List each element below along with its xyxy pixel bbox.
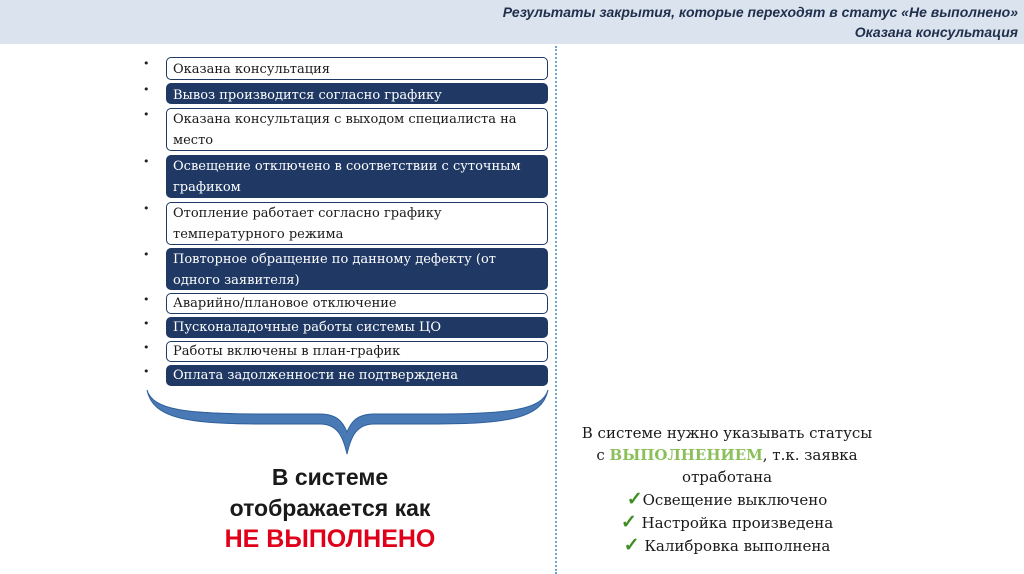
right-note (562, 422, 892, 557)
bullet: • (143, 341, 150, 354)
bullet: • (143, 108, 150, 121)
item-box: Вывоз производится согласно графику (166, 83, 548, 104)
check-label: Калибровка выполнена (644, 537, 831, 555)
bullet: • (143, 365, 150, 378)
dotted-divider (555, 46, 557, 574)
bullet: • (143, 248, 150, 261)
item-box: Оплата задолженности не подтверждена (166, 365, 548, 386)
note-suffix: , т.к. заявка (762, 446, 858, 464)
list-item (143, 83, 548, 104)
check-label: Настройка произведена (641, 514, 834, 532)
header-bar (0, 0, 1024, 44)
status-not-done: НЕ ВЫПОЛНЕНО (224, 525, 436, 553)
list-item (143, 108, 548, 151)
check-item (562, 488, 892, 511)
list-item (143, 365, 548, 386)
bullet: • (143, 155, 150, 168)
item-box: Оказана консультация (166, 57, 548, 80)
list-item (143, 248, 548, 290)
list-item (143, 202, 548, 245)
left-caption (180, 462, 480, 555)
bullet: • (143, 202, 150, 215)
note-prefix: с (596, 446, 610, 464)
check-item (562, 511, 892, 534)
item-box: Оказана консультация с выходом специалиста на место (166, 108, 548, 151)
list-item (143, 155, 548, 198)
item-box: Повторное обращение по данному дефекту (от одного заявителя) (166, 248, 548, 290)
checkmark-icon: ✓ (623, 534, 640, 556)
item-box: Освещение отключено в соответствии с суточным графиком (166, 155, 548, 198)
header-title (503, 2, 1018, 42)
check-label: Освещение выключено (642, 491, 828, 509)
status-done-highlight: ВЫПОЛНЕНИЕМ (609, 446, 763, 464)
checkmark-icon: ✓ (626, 488, 643, 510)
caption-line1: В системе (271, 464, 389, 490)
bullet: • (143, 57, 150, 70)
item-box: Отопление работает согласно графику температурного режима (166, 202, 548, 245)
curly-brace-icon (145, 388, 550, 458)
list-item (143, 317, 548, 338)
item-box: Работы включены в план-график (166, 341, 548, 362)
note-line2 (562, 444, 892, 466)
checkmark-icon: ✓ (620, 511, 637, 533)
note-line1: В системе нужно указывать статусы (581, 424, 873, 442)
item-box: Пусконаладочные работы системы ЦО (166, 317, 548, 338)
list-item (143, 57, 548, 80)
header-title-line2: Оказана консультация (854, 24, 1018, 40)
item-box: Аварийно/плановое отключение (166, 293, 548, 314)
list-item (143, 341, 548, 362)
note-line3: отработана (681, 468, 773, 486)
bullet: • (143, 83, 150, 96)
bullet: • (143, 317, 150, 330)
list-item (143, 293, 548, 314)
bullet: • (143, 293, 150, 306)
check-item (562, 534, 892, 557)
header-title-line1: Результаты закрытия, которые переходят в статус «Не выполнено» (502, 4, 1018, 20)
caption-line2: отображается как (229, 495, 431, 521)
